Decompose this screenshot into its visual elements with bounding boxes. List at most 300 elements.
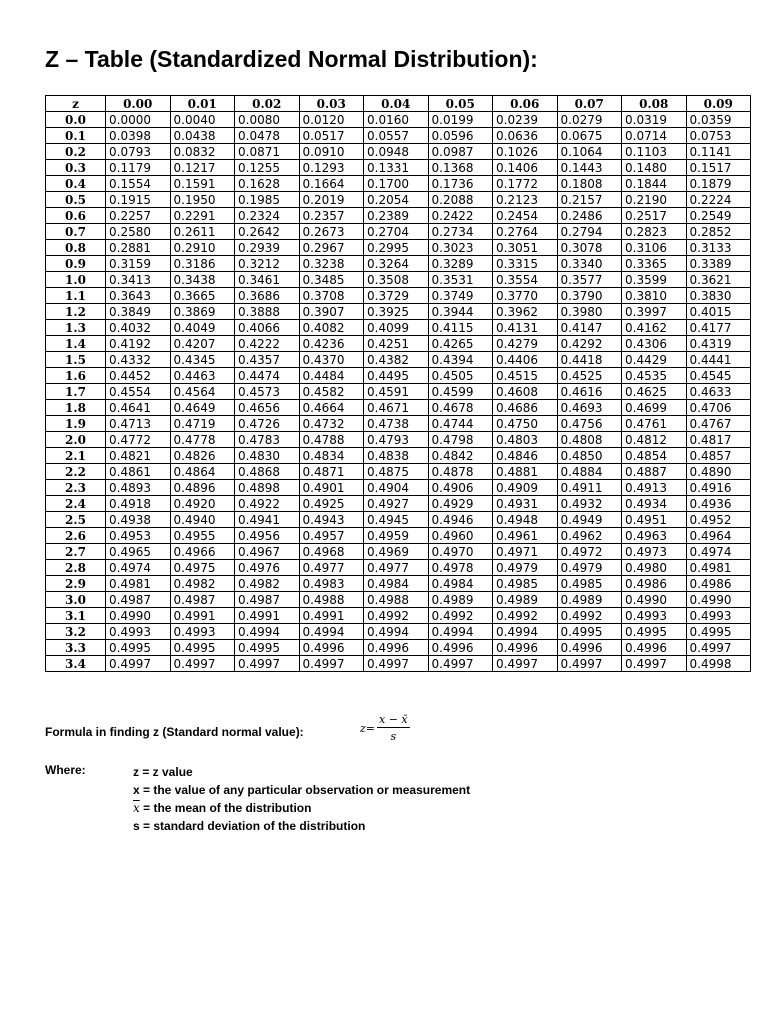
table-cell: 0.4920: [170, 496, 235, 512]
table-row: [46, 176, 751, 192]
table-cell: 0.1480: [622, 160, 687, 176]
table-cell: 0.4713: [106, 416, 171, 432]
table-cell: 0.4850: [557, 448, 622, 464]
table-cell: 0.4922: [235, 496, 300, 512]
table-cell: 0.4545: [686, 368, 751, 384]
table-cell: 0.4966: [170, 544, 235, 560]
table-cell: 0.3665: [170, 288, 235, 304]
table-cell: 0.4871: [299, 464, 364, 480]
table-cell: 0.4798: [428, 432, 493, 448]
table-cell: 0.4826: [170, 448, 235, 464]
table-cell: 0.4992: [557, 608, 622, 624]
row-z-value: 0.6: [46, 208, 106, 224]
row-z-value: 2.2: [46, 464, 106, 480]
table-cell: 0.4962: [557, 528, 622, 544]
table-cell: 0.4857: [686, 448, 751, 464]
table-row: [46, 640, 751, 656]
table-cell: 0.2823: [622, 224, 687, 240]
table-cell: 0.4452: [106, 368, 171, 384]
table-cell: 0.4987: [106, 592, 171, 608]
row-z-value: 2.3: [46, 480, 106, 496]
table-row: [46, 112, 751, 128]
row-z-value: 1.9: [46, 416, 106, 432]
definition-xbar-text: = the mean of the distribution: [139, 801, 312, 815]
table-cell: 0.2422: [428, 208, 493, 224]
table-cell: 0.0080: [235, 112, 300, 128]
table-cell: 0.3315: [493, 256, 558, 272]
row-z-value: 3.4: [46, 656, 106, 672]
row-z-value: 2.0: [46, 432, 106, 448]
table-cell: 0.4505: [428, 368, 493, 384]
table-cell: 0.4750: [493, 416, 558, 432]
table-cell: 0.4967: [235, 544, 300, 560]
table-cell: 0.4986: [622, 576, 687, 592]
table-cell: 0.2157: [557, 192, 622, 208]
table-cell: 0.3810: [622, 288, 687, 304]
table-cell: 0.4996: [493, 640, 558, 656]
table-cell: 0.4993: [106, 624, 171, 640]
table-cell: 0.4927: [364, 496, 429, 512]
table-cell: 0.4778: [170, 432, 235, 448]
table-cell: 0.4429: [622, 352, 687, 368]
table-cell: 0.3980: [557, 304, 622, 320]
table-cell: 0.4945: [364, 512, 429, 528]
table-cell: 0.1293: [299, 160, 364, 176]
table-cell: 0.2764: [493, 224, 558, 240]
table-cell: 0.3830: [686, 288, 751, 304]
table-cell: 0.3944: [428, 304, 493, 320]
table-row: [46, 512, 751, 528]
table-cell: 0.4991: [235, 608, 300, 624]
table-cell: 0.4772: [106, 432, 171, 448]
table-cell: 0.4995: [106, 640, 171, 656]
table-cell: 0.4890: [686, 464, 751, 480]
definition-xbar: [133, 799, 470, 817]
table-cell: 0.4162: [622, 320, 687, 336]
table-cell: 0.4686: [493, 400, 558, 416]
table-cell: 0.4989: [557, 592, 622, 608]
table-row: [46, 496, 751, 512]
table-row: [46, 448, 751, 464]
table-row: [46, 288, 751, 304]
table-cell: 0.4983: [299, 576, 364, 592]
table-cell: 0.4974: [686, 544, 751, 560]
table-cell: 0.0199: [428, 112, 493, 128]
table-row: [46, 336, 751, 352]
table-cell: 0.4911: [557, 480, 622, 496]
row-z-value: 3.1: [46, 608, 106, 624]
table-cell: 0.1443: [557, 160, 622, 176]
table-cell: 0.3531: [428, 272, 493, 288]
table-cell: 0.4292: [557, 336, 622, 352]
table-cell: 0.4918: [106, 496, 171, 512]
table-cell: 0.4996: [299, 640, 364, 656]
table-cell: 0.2611: [170, 224, 235, 240]
table-cell: 0.4878: [428, 464, 493, 480]
page-title: Z – Table (Standardized Normal Distribution):: [45, 46, 538, 72]
table-cell: 0.3925: [364, 304, 429, 320]
row-z-value: 0.4: [46, 176, 106, 192]
table-cell: 0.4990: [106, 608, 171, 624]
table-cell: 0.4406: [493, 352, 558, 368]
table-cell: 0.4131: [493, 320, 558, 336]
table-cell: 0.4842: [428, 448, 493, 464]
table-cell: 0.2224: [686, 192, 751, 208]
table-cell: 0.2088: [428, 192, 493, 208]
table-cell: 0.4969: [364, 544, 429, 560]
table-cell: 0.0279: [557, 112, 622, 128]
table-cell: 0.3159: [106, 256, 171, 272]
table-cell: 0.2486: [557, 208, 622, 224]
row-z-value: 0.0: [46, 112, 106, 128]
table-cell: 0.4893: [106, 480, 171, 496]
table-cell: 0.2291: [170, 208, 235, 224]
table-cell: 0.4978: [428, 560, 493, 576]
table-cell: 0.4959: [364, 528, 429, 544]
table-cell: 0.4997: [428, 656, 493, 672]
table-cell: 0.4997: [686, 640, 751, 656]
table-cell: 0.4990: [686, 592, 751, 608]
table-cell: 0.4761: [622, 416, 687, 432]
table-cell: 0.4974: [106, 560, 171, 576]
row-z-value: 1.3: [46, 320, 106, 336]
table-cell: 0.4970: [428, 544, 493, 560]
table-cell: 0.4993: [686, 608, 751, 624]
table-cell: 0.1664: [299, 176, 364, 192]
table-cell: 0.4992: [428, 608, 493, 624]
table-cell: 0.0160: [364, 112, 429, 128]
row-z-value: 2.6: [46, 528, 106, 544]
table-cell: 0.4418: [557, 352, 622, 368]
xbar-symbol: $\overline{x}$: [133, 801, 140, 815]
table-cell: 0.3212: [235, 256, 300, 272]
column-header: 0.04: [364, 96, 429, 112]
table-cell: 0.2910: [170, 240, 235, 256]
table-row: [46, 464, 751, 480]
table-cell: 0.4901: [299, 480, 364, 496]
table-cell: 0.4994: [493, 624, 558, 640]
table-cell: 0.2881: [106, 240, 171, 256]
table-cell: 0.3023: [428, 240, 493, 256]
table-cell: 0.4082: [299, 320, 364, 336]
row-z-value: 1.2: [46, 304, 106, 320]
table-cell: 0.4699: [622, 400, 687, 416]
table-cell: 0.4995: [557, 624, 622, 640]
table-cell: 0.3997: [622, 304, 687, 320]
table-cell: 0.3849: [106, 304, 171, 320]
table-cell: 0.4738: [364, 416, 429, 432]
table-cell: 0.4846: [493, 448, 558, 464]
table-cell: 0.4960: [428, 528, 493, 544]
table-cell: 0.4982: [235, 576, 300, 592]
table-cell: 0.4236: [299, 336, 364, 352]
table-cell: 0.4515: [493, 368, 558, 384]
table-cell: 0.4767: [686, 416, 751, 432]
column-header: 0.03: [299, 96, 364, 112]
table-cell: 0.3599: [622, 272, 687, 288]
table-cell: 0.3078: [557, 240, 622, 256]
row-z-value: 1.8: [46, 400, 106, 416]
formula-lhs: z=: [360, 721, 376, 735]
table-cell: 0.0987: [428, 144, 493, 160]
table-cell: 0.1331: [364, 160, 429, 176]
table-cell: 0.4994: [299, 624, 364, 640]
table-cell: 0.4956: [235, 528, 300, 544]
table-cell: 0.2257: [106, 208, 171, 224]
table-cell: 0.4968: [299, 544, 364, 560]
table-row: [46, 256, 751, 272]
row-z-value: 0.5: [46, 192, 106, 208]
table-cell: 0.4991: [170, 608, 235, 624]
row-z-value: 1.0: [46, 272, 106, 288]
table-cell: 0.4985: [493, 576, 558, 592]
table-cell: 0.4345: [170, 352, 235, 368]
table-cell: 0.4066: [235, 320, 300, 336]
table-cell: 0.4965: [106, 544, 171, 560]
table-cell: 0.4995: [235, 640, 300, 656]
table-cell: 0.4678: [428, 400, 493, 416]
table-cell: 0.4988: [299, 592, 364, 608]
column-header: 0.07: [557, 96, 622, 112]
table-cell: 0.4975: [170, 560, 235, 576]
table-cell: 0.4868: [235, 464, 300, 480]
table-cell: 0.4957: [299, 528, 364, 544]
table-cell: 0.4987: [235, 592, 300, 608]
table-row: [46, 624, 751, 640]
table-cell: 0.3554: [493, 272, 558, 288]
table-cell: 0.3508: [364, 272, 429, 288]
table-cell: 0.4971: [493, 544, 558, 560]
table-cell: 0.1255: [235, 160, 300, 176]
table-cell: 0.1915: [106, 192, 171, 208]
table-cell: 0.1628: [235, 176, 300, 192]
table-cell: 0.4582: [299, 384, 364, 400]
table-row: [46, 304, 751, 320]
table-cell: 0.4977: [299, 560, 364, 576]
table-cell: 0.4984: [364, 576, 429, 592]
table-row: [46, 480, 751, 496]
table-cell: 0.0000: [106, 112, 171, 128]
table-cell: 0.4032: [106, 320, 171, 336]
table-cell: 0.4977: [364, 560, 429, 576]
table-cell: 0.1985: [235, 192, 300, 208]
table-cell: 0.4591: [364, 384, 429, 400]
table-cell: 0.3686: [235, 288, 300, 304]
table-cell: 0.4382: [364, 352, 429, 368]
table-cell: 0.4981: [106, 576, 171, 592]
table-cell: 0.3289: [428, 256, 493, 272]
table-cell: 0.4279: [493, 336, 558, 352]
table-cell: 0.2704: [364, 224, 429, 240]
table-row: [46, 384, 751, 400]
row-z-value: 3.2: [46, 624, 106, 640]
table-cell: 0.1591: [170, 176, 235, 192]
table-cell: 0.4099: [364, 320, 429, 336]
column-header: 0.09: [686, 96, 751, 112]
table-cell: 0.0753: [686, 128, 751, 144]
table-cell: 0.3461: [235, 272, 300, 288]
table-cell: 0.0948: [364, 144, 429, 160]
table-cell: 0.4994: [364, 624, 429, 640]
z-formula: [360, 713, 410, 743]
row-z-value: 1.1: [46, 288, 106, 304]
table-cell: 0.4951: [622, 512, 687, 528]
table-cell: 0.4980: [622, 560, 687, 576]
table-cell: 0.1700: [364, 176, 429, 192]
table-cell: 0.4972: [557, 544, 622, 560]
table-cell: 0.0557: [364, 128, 429, 144]
table-cell: 0.4834: [299, 448, 364, 464]
table-cell: 0.1844: [622, 176, 687, 192]
table-cell: 0.4904: [364, 480, 429, 496]
definition-z: z = z value: [133, 765, 193, 779]
table-cell: 0.4884: [557, 464, 622, 480]
table-cell: 0.3389: [686, 256, 751, 272]
table-cell: 0.1179: [106, 160, 171, 176]
z-table: [45, 95, 751, 672]
table-cell: 0.0596: [428, 128, 493, 144]
table-cell: 0.3708: [299, 288, 364, 304]
row-z-value: 0.1: [46, 128, 106, 144]
row-z-value: 2.7: [46, 544, 106, 560]
table-cell: 0.1808: [557, 176, 622, 192]
table-cell: 0.3643: [106, 288, 171, 304]
table-cell: 0.2357: [299, 208, 364, 224]
formula-denominator: s: [390, 730, 397, 743]
table-cell: 0.4854: [622, 448, 687, 464]
row-z-value: 0.8: [46, 240, 106, 256]
table-cell: 0.4992: [364, 608, 429, 624]
table-cell: 0.0359: [686, 112, 751, 128]
table-cell: 0.4913: [622, 480, 687, 496]
table-cell: 0.4564: [170, 384, 235, 400]
table-cell: 0.4998: [686, 656, 751, 672]
table-cell: 0.3413: [106, 272, 171, 288]
table-cell: 0.4732: [299, 416, 364, 432]
table-cell: 0.2389: [364, 208, 429, 224]
table-cell: 0.4931: [493, 496, 558, 512]
table-cell: 0.4997: [235, 656, 300, 672]
row-z-value: 0.7: [46, 224, 106, 240]
table-cell: 0.4788: [299, 432, 364, 448]
table-cell: 0.0120: [299, 112, 364, 128]
table-cell: 0.3907: [299, 304, 364, 320]
table-row: [46, 400, 751, 416]
table-cell: 0.0793: [106, 144, 171, 160]
table-cell: 0.2517: [622, 208, 687, 224]
column-header: 0.06: [493, 96, 558, 112]
table-cell: 0.4896: [170, 480, 235, 496]
table-cell: 0.4986: [686, 576, 751, 592]
table-row: [46, 352, 751, 368]
table-cell: 0.4898: [235, 480, 300, 496]
table-row: [46, 320, 751, 336]
table-cell: 0.4996: [364, 640, 429, 656]
table-row: [46, 576, 751, 592]
table-cell: 0.1103: [622, 144, 687, 160]
table-cell: 0.3485: [299, 272, 364, 288]
table-cell: 0.1517: [686, 160, 751, 176]
table-cell: 0.3729: [364, 288, 429, 304]
table-cell: 0.4015: [686, 304, 751, 320]
table-cell: 0.2939: [235, 240, 300, 256]
table-cell: 0.0239: [493, 112, 558, 128]
row-z-value: 3.3: [46, 640, 106, 656]
row-z-value: 0.3: [46, 160, 106, 176]
table-cell: 0.4995: [622, 624, 687, 640]
table-row: [46, 544, 751, 560]
table-cell: 0.4906: [428, 480, 493, 496]
table-row: [46, 608, 751, 624]
table-cell: 0.0675: [557, 128, 622, 144]
table-cell: 0.1950: [170, 192, 235, 208]
table-cell: 0.4484: [299, 368, 364, 384]
table-cell: 0.4671: [364, 400, 429, 416]
z-table-body: [46, 112, 751, 672]
column-header: 0.08: [622, 96, 687, 112]
table-cell: 0.4535: [622, 368, 687, 384]
table-cell: 0.4982: [170, 576, 235, 592]
table-cell: 0.4981: [686, 560, 751, 576]
table-row: [46, 560, 751, 576]
formula-label: Formula in finding z (Standard normal value):: [45, 725, 304, 739]
column-header-z: z: [46, 96, 106, 112]
table-cell: 0.4664: [299, 400, 364, 416]
table-cell: 0.4744: [428, 416, 493, 432]
table-cell: 0.2454: [493, 208, 558, 224]
table-cell: 0.4394: [428, 352, 493, 368]
table-cell: 0.4989: [493, 592, 558, 608]
table-cell: 0.4525: [557, 368, 622, 384]
table-row: [46, 432, 751, 448]
table-cell: 0.2190: [622, 192, 687, 208]
table-row: [46, 192, 751, 208]
table-cell: 0.3621: [686, 272, 751, 288]
table-cell: 0.4332: [106, 352, 171, 368]
table-cell: 0.2967: [299, 240, 364, 256]
column-header: 0.05: [428, 96, 493, 112]
table-cell: 0.3438: [170, 272, 235, 288]
table-cell: 0.1406: [493, 160, 558, 176]
table-cell: 0.0040: [170, 112, 235, 128]
table-cell: 0.2019: [299, 192, 364, 208]
table-cell: 0.3264: [364, 256, 429, 272]
table-cell: 0.4916: [686, 480, 751, 496]
table-cell: 0.0832: [170, 144, 235, 160]
column-header: 0.02: [235, 96, 300, 112]
table-cell: 0.4994: [428, 624, 493, 640]
table-cell: 0.4441: [686, 352, 751, 368]
row-z-value: 1.5: [46, 352, 106, 368]
table-cell: 0.3749: [428, 288, 493, 304]
table-cell: 0.1554: [106, 176, 171, 192]
table-cell: 0.3186: [170, 256, 235, 272]
table-cell: 0.4616: [557, 384, 622, 400]
row-z-value: 3.0: [46, 592, 106, 608]
table-cell: 0.4949: [557, 512, 622, 528]
table-cell: 0.3888: [235, 304, 300, 320]
definition-s: s = standard deviation of the distribution: [133, 819, 366, 833]
table-cell: 0.4964: [686, 528, 751, 544]
table-row: [46, 208, 751, 224]
table-cell: 0.4265: [428, 336, 493, 352]
table-cell: 0.4608: [493, 384, 558, 400]
table-row: [46, 656, 751, 672]
table-cell: 0.1026: [493, 144, 558, 160]
table-cell: 0.0910: [299, 144, 364, 160]
table-cell: 0.4992: [493, 608, 558, 624]
table-cell: 0.4887: [622, 464, 687, 480]
